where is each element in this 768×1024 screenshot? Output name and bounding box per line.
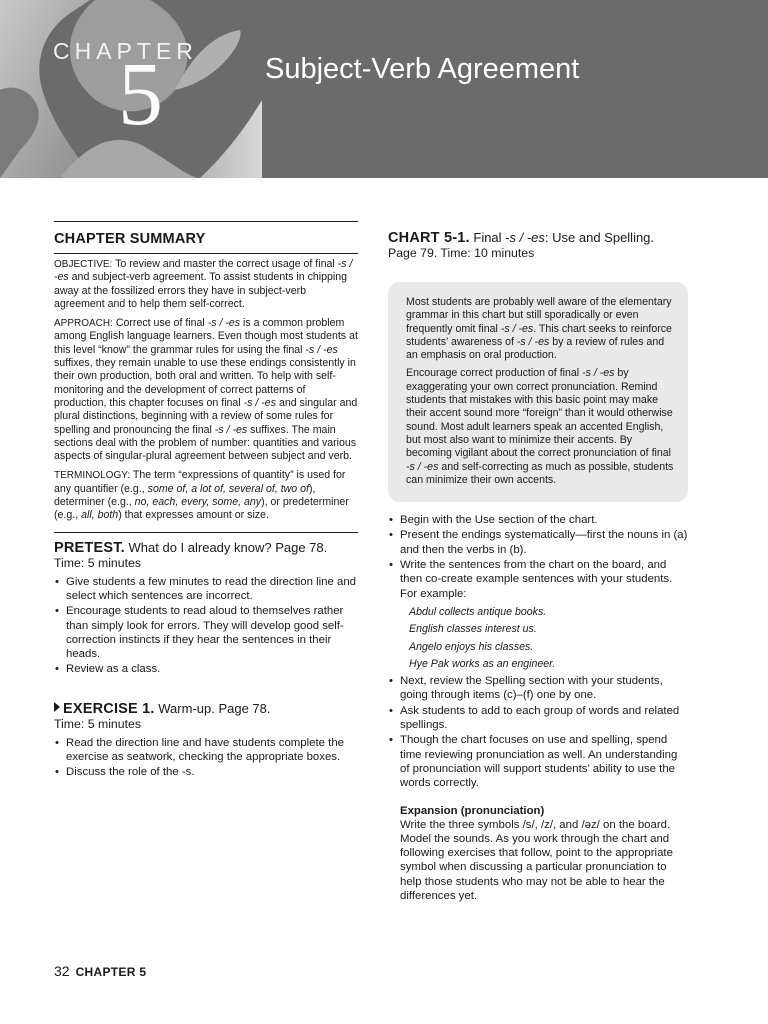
footer-chapter-label: CHAPTER 5 — [75, 965, 147, 979]
example-sentence: Angelo enjoys his classes. — [409, 640, 534, 653]
example-sentence: English classes interest us. — [409, 623, 537, 636]
example-sentence: Hye Pak works as an engineer. — [409, 657, 556, 670]
chapter-header-banner — [0, 0, 768, 178]
example-sentence: Abdul collects antique books. — [409, 605, 547, 618]
list-item: • Next, review the Spelling section with your students, going through items (c)–(f) one by one. — [388, 674, 688, 703]
chapter-number: 5 — [118, 45, 163, 144]
exercise1-title: EXERCISE 1. Warm-up. Page 78. — [54, 701, 358, 717]
terminology-paragraph: TERMINOLOGY: The term “expressions of quantity” is used for any quantifier (e.g., some of, a lot of, several of, two of), determiner (e.g., no, each, every, some, any), or predeterminer (e.g., all, both) that expresses amount or size. — [54, 469, 349, 522]
chapter-label: CHAPTER — [53, 38, 198, 64]
chart-page-time: Page 79. Time: 10 minutes — [388, 246, 535, 260]
list-item: • Begin with the Use section of the chart. — [388, 513, 688, 527]
example-sentences — [409, 604, 688, 673]
list-item: • Encourage students to read aloud to themselves rather than simply look for errors. They will develop good self-correction instincts if they hear the sentences in their heads. — [54, 604, 358, 661]
objective-paragraph: OBJECTIVE: To review and master the correct usage of final -s / -es and subject-verb agreement. To assist students in chipping away at the fossilized errors they have in subject-verb agreement and to help them self-correct. — [54, 258, 353, 310]
left-column — [54, 221, 358, 781]
decorative-leaf-graphic — [0, 0, 768, 178]
chart-bullets-a — [388, 513, 688, 601]
approach-paragraph: APPROACH: Correct use of final -s / -es is a common problem among English language learners. Even though most students at this level “know” the grammar rules for using the final -s / -es suffixes, they remain unable to use these endings consistently in their own production, both oral and written. To help with self-monitoring and the development of correct patterns of production, this chapter focuses on final -s / -es and singular and plural distinctions, beginning with a review of some rules for spelling and pronouncing the final -s / -es suffixes. The main sections deal with the problem of number: quantities and various aspects of singular-plural agreement between subject and verb. — [54, 317, 358, 463]
pretest-section — [54, 540, 358, 677]
list-item: • Though the chart focuses on use and spelling, spend time reviewing pronunciation as well. An understanding of pronunciation will support students’ ability to use the words correctly. — [388, 733, 688, 790]
note-paragraph: Encourage correct production of final -s / -es by exaggerating your own correct pronunciation. Remind students that mistakes with this basic point may make their accent sound more “foreign” than it would otherwise sound. Most adult learners speak an accented English, but most also want to minimize their accents. By becoming vigilant about the correct pronunciation of final -s / -es and self-correcting as much as possible, students can minimize their own accents. — [406, 367, 674, 486]
note-paragraph: Most students are probably well aware of the elementary grammar in this chart but still sporadically or even frequently omit final -s / -es. This chart seeks to reinforce students’ awareness of -s / -es by a review of rules and an emphasis on oral production. — [406, 296, 672, 362]
chart-title: CHART 5-1. Final -s / -es: Use and Spelling. — [388, 230, 655, 246]
page-footer — [54, 963, 146, 979]
expansion-text: Write the three symbols /s/, /z/, and /əz/ on the board. Model the sounds. As you work through the chart and following exercises that follow, point to the appropriate symbol when discussing a particular pronunciation to help those students who may not be able to hear the differences yet. — [400, 818, 673, 902]
exercise1-bullets — [54, 736, 358, 780]
list-item: • Read the direction line and have students complete the exercise as seatwork, checking the appropriate boxes. — [54, 736, 358, 765]
list-item: • Ask students to add to each group of words and related spellings. — [388, 704, 688, 733]
exercise1-section — [54, 701, 358, 780]
pretest-title: PRETEST. What do I already know? Page 78. — [54, 539, 328, 556]
section-rule — [54, 532, 358, 533]
expansion-heading: Expansion (pronunciation) — [400, 804, 545, 817]
chapter-summary-heading: CHAPTER SUMMARY — [54, 222, 358, 254]
list-item: • Write the sentences from the chart on the board, and then co-create example sentences with your students. For example: — [388, 558, 688, 601]
triangle-icon — [54, 702, 60, 712]
right-column — [388, 230, 688, 903]
list-item: • Give students a few minutes to read the direction line and select which sentences are incorrect. — [54, 575, 358, 604]
exercise1-time: Time: 5 minutes — [54, 716, 142, 731]
list-item: • Discuss the role of the -s. — [54, 765, 358, 779]
pretest-time: Time: 5 minutes — [54, 555, 142, 570]
page-number: 32 — [54, 963, 70, 979]
teaching-note-box — [388, 282, 688, 502]
chart-bullets-b — [388, 674, 688, 790]
list-item: • Review as a class. — [54, 662, 358, 676]
pretest-bullets — [54, 575, 358, 677]
chapter-title: Subject-Verb Agreement — [265, 53, 580, 85]
list-item: • Present the endings systematically—first the nouns in (a) and then the verbs in (b). — [388, 528, 688, 557]
